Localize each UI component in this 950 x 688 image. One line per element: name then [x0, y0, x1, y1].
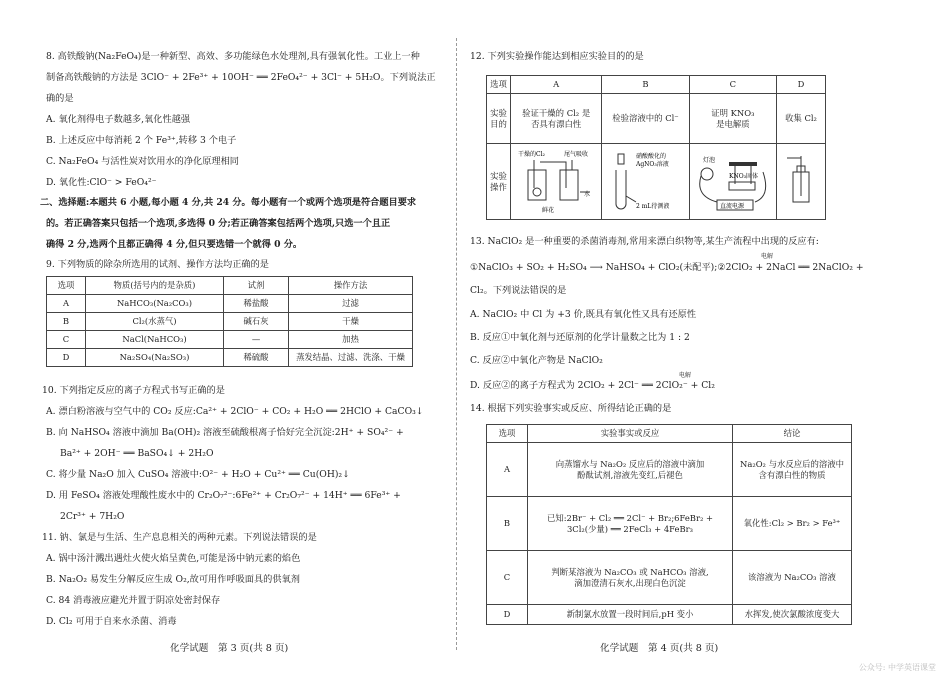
q8-option-b: B. 上述反应中每消耗 2 个 Fe³⁺,转移 3 个电子 [46, 135, 237, 146]
q8-line-3: 确的是 [46, 93, 74, 104]
cell-line: 否具有漂白性 [531, 118, 582, 129]
cell-line: 验证干燥的 Cl₂ 是 [522, 108, 591, 118]
table-cell: D [47, 349, 86, 367]
table-cell: A [47, 295, 86, 313]
apparatus-d [777, 144, 826, 220]
right-page-footer: 化学试题 第 4 页(共 8 页) [600, 643, 719, 654]
q13-equations: ①NaClO₃ + SO₂ + H₂SO₄ ⟶ NaHSO₄ + ClO₂(未配平);②2ClO₂ + 2NaCl ══ 2NaClO₂ + [470, 262, 864, 273]
table-cell: 水挥发,使次氯酸浓度变大 [733, 605, 852, 625]
q10-stem: 10. 下列指定反应的离子方程式书写正确的是 [42, 385, 225, 396]
table-cell: B [487, 497, 528, 551]
table-header-row [487, 425, 852, 443]
table-cell [511, 94, 602, 144]
apparatus-b [602, 144, 689, 220]
table-row [487, 551, 852, 605]
table-cell [528, 497, 733, 551]
q8-line-1: 8. 高铁酸钠(Na₂FeO₄)是一种新型、高效、多功能绿色水处理剂,具有强氧化性。工业上一种 [46, 51, 420, 62]
q13-option-c: C. 反应②中氧化产物是 NaClO₂ [470, 355, 603, 366]
cell-line: 证明 KNO₃ [711, 108, 755, 118]
table-header: 物质(括号内的是杂质) [86, 277, 224, 295]
cell-line: 已知:2Br⁻ + Cl₂ ══ 2Cl⁻ + Br₂;6FeBr₂ + [546, 513, 714, 523]
table-cell: Cl₂(水蒸气) [86, 313, 224, 331]
q8-option-a: A. 氧化剂得电子数越多,氧化性越强 [46, 114, 191, 125]
table-cell: 碱石灰 [224, 313, 289, 331]
table-cell: 收集 Cl₂ [777, 94, 826, 144]
q8-option-d: D. 氧化性:ClO⁻ > FeO₄²⁻ [46, 177, 157, 188]
row-label-line: 操作 [490, 181, 507, 192]
table-header: 选项 [47, 277, 86, 295]
table-cell: Na₂SO₄(Na₂SO₃) [86, 349, 224, 367]
q10-option-b-line-1: B. 向 NaHSO₄ 溶液中滴加 Ba(OH)₂ 溶液至硫酸根离子恰好完全沉淀:2H⁺ + SO₄²⁻ + [46, 427, 404, 438]
fig-label: 鲜花 [542, 206, 555, 214]
table-cell: NaCl(NaHCO₃) [86, 331, 224, 349]
q11-option-d: D. Cl₂ 可用于自来水杀菌、消毒 [46, 616, 177, 627]
cell-line: 酚酞试剂,溶液先变红,后褪色 [577, 469, 683, 480]
row-label-line: 实验 [490, 171, 507, 181]
q11-stem: 11. 钠、氯是与生活、生产息息相关的两种元素。下列说法错误的是 [42, 532, 317, 543]
q8-line-2: 制备高铁酸钠的方法是 3ClO⁻ + 2Fe³⁺ + 10OH⁻ ══ 2FeO₄²⁻ + 3Cl⁻ + 5H₂O。下列说法正 [46, 72, 436, 83]
section2-line-1: 二、选择题:本题共 6 小题,每小题 4 分,共 24 分。每小题有一个或两个选项是符合题目要求 [40, 197, 417, 208]
fig-label: AgNO₃溶液 [635, 160, 669, 168]
table-cell: C [487, 551, 528, 605]
gas-collection-bottle-icon [779, 152, 823, 212]
q11-option-b: B. Na₂O₂ 易发生分解反应生成 O₂,故可用作呼吸面具的供氧剂 [46, 574, 300, 585]
table-row [47, 295, 413, 313]
cell-line: Na₂O₂ 与水反应后的溶液中 [740, 459, 844, 469]
table-header: 选项 [487, 425, 528, 443]
table-cell: 稀盐酸 [224, 295, 289, 313]
table-cell [689, 94, 776, 144]
table-cell: D [487, 605, 528, 625]
table-header: 试剂 [224, 277, 289, 295]
fig-label: 干燥的Cl₂ [518, 150, 546, 158]
fig-label: 水 [584, 190, 591, 198]
gas-bottles-icon [514, 148, 598, 216]
table-cell: 氧化性:Cl₂ > Br₂ > Fe³⁺ [733, 497, 852, 551]
q10-option-c: C. 将少量 Na₂O 加入 CuSO₄ 溶液中:O²⁻ + H₂O + Cu²⁺ ══ Cu(OH)₂↓ [46, 469, 350, 480]
table-header: 选项 [487, 76, 511, 94]
q13-line-3: Cl₂。下列说法错误的是 [470, 285, 567, 296]
table-row [47, 313, 413, 331]
q13-line-2 [470, 253, 864, 274]
reaction-condition: 电解 [761, 253, 774, 260]
table-row [487, 605, 852, 625]
cell-line: 判断某溶液为 Na₂CO₃ 或 NaHCO₃ 溶液, [551, 567, 709, 577]
table-cell [528, 551, 733, 605]
table-header: 实验事实或反应 [528, 425, 733, 443]
q13-line-1: 13. NaClO₂ 是一种重要的杀菌消毒剂,常用来漂白织物等,某生产流程中出现的反应有: [470, 236, 819, 247]
q13-option-a: A. NaClO₂ 中 Cl 为 +3 价,既具有氧化性又具有还原性 [470, 309, 697, 320]
table-cell: B [47, 313, 86, 331]
q8-option-c: C. Na₂FeO₄ 与活性炭对饮用水的净化原理相同 [46, 156, 239, 167]
table-cell: 蒸发结晶、过滤、洗涤、干燥 [289, 349, 413, 367]
row-label [487, 144, 511, 220]
row-label-line: 实验 [490, 108, 507, 118]
q13-option-b: B. 反应①中氧化剂与还原剂的化学计量数之比为 1 : 2 [470, 332, 690, 343]
left-page-footer: 化学试题 第 3 页(共 8 页) [170, 643, 289, 654]
table-row [47, 349, 413, 367]
table-header: C [689, 76, 776, 94]
q12-stem: 12. 下列实验操作能达到相应实验目的的是 [470, 51, 644, 62]
fig-label: KNO₃固体 [728, 172, 758, 180]
table-cell: 干燥 [289, 313, 413, 331]
fig-label: 硝酸酸化的 [635, 152, 666, 160]
cell-line: 是电解质 [716, 118, 750, 129]
table-cell: 加热 [289, 331, 413, 349]
q13-option-d-text: D. 反应②的离子方程式为 2ClO₂ + 2Cl⁻ ══ 2ClO₂⁻ + Cl₂ [470, 380, 715, 391]
table-header: B [602, 76, 689, 94]
table-cell [733, 443, 852, 497]
table-row [47, 331, 413, 349]
reaction-condition: 电解 [679, 372, 692, 379]
table-cell: 该溶液为 Na₂CO₃ 溶液 [733, 551, 852, 605]
table-row [487, 144, 826, 220]
table-cell: 新制氯水放置一段时间后,pH 变小 [528, 605, 733, 625]
q14-table [486, 424, 852, 625]
row-label [487, 94, 511, 144]
table-cell: A [487, 443, 528, 497]
table-header: A [511, 76, 602, 94]
q10-option-d-line-1: D. 用 FeSO₄ 溶液处理酸性废水中的 Cr₂O₇²⁻:6Fe²⁺ + Cr₂O₇²⁻ + 14H⁺ ══ 6Fe³⁺ + [46, 490, 401, 501]
table-header: D [777, 76, 826, 94]
q12-table [486, 75, 826, 220]
apparatus-c [689, 144, 776, 220]
q11-option-c: C. 84 消毒液应避光并置于阴凉处密封保存 [46, 595, 221, 606]
test-tube-icon [606, 148, 686, 216]
table-header: 操作方法 [289, 277, 413, 295]
electrolysis-circuit-icon [693, 148, 773, 216]
table-header-row [487, 76, 826, 94]
watermark: 公众号: 中学英语课堂 [858, 663, 936, 672]
q13-option-d [470, 372, 715, 392]
section2-line-3: 确得 2 分,选两个且都正确得 4 分,但只要选错一个就得 0 分。 [46, 239, 303, 250]
apparatus-a [511, 144, 602, 220]
table-cell: 过滤 [289, 295, 413, 313]
table-cell: 检验溶液中的 Cl⁻ [602, 94, 689, 144]
cell-line: 含有漂白性的物质 [758, 469, 826, 480]
table-row [487, 94, 826, 144]
table-cell [528, 443, 733, 497]
table-cell: 稀硫酸 [224, 349, 289, 367]
table-row [487, 497, 852, 551]
q9-table [46, 276, 413, 367]
fig-label: 2 mL待测液 [635, 202, 669, 210]
column-divider [456, 38, 457, 650]
q10-option-b-line-2: Ba²⁺ + 2OH⁻ ══ BaSO₄↓ + 2H₂O [60, 448, 214, 459]
cell-line: 向蒸馏水与 Na₂O₂ 反应后的溶液中滴加 [555, 459, 705, 469]
fig-label: 灯泡 [702, 156, 715, 164]
fig-label: 尾气吸收 [564, 150, 589, 158]
q10-option-d-line-2: 2Cr³⁺ + 7H₂O [60, 511, 125, 522]
table-cell: C [47, 331, 86, 349]
q11-option-a: A. 锅中汤汁溅出遇灶火使火焰呈黄色,可能是汤中钠元素的焰色 [46, 553, 301, 564]
table-cell: — [224, 331, 289, 349]
fig-label: 直流电源 [719, 202, 744, 210]
q14-stem: 14. 根据下列实验事实或反应、所得结论正确的是 [470, 403, 672, 414]
cell-line: 3Cl₂(少量) ══ 2FeCl₃ + 4FeBr₃ [566, 523, 694, 534]
table-cell: NaHCO₃(Na₂CO₃) [86, 295, 224, 313]
q10-option-a: A. 漂白粉溶液与空气中的 CO₂ 反应:Ca²⁺ + 2ClO⁻ + CO₂ + H₂O ══ 2HClO + CaCO₃↓ [46, 406, 424, 417]
q9-stem: 9. 下列物质的除杂所选用的试剂、操作方法均正确的是 [46, 259, 269, 270]
table-header: 结论 [733, 425, 852, 443]
cell-line: 滴加澄清石灰水,出现白色沉淀 [574, 577, 686, 588]
table-header-row [47, 277, 413, 295]
row-label-line: 目的 [490, 118, 507, 129]
section2-line-2: 的。若正确答案只包括一个选项,多选得 0 分;若正确答案包括两个选项,只选一个且正 [46, 218, 391, 229]
table-row [487, 443, 852, 497]
